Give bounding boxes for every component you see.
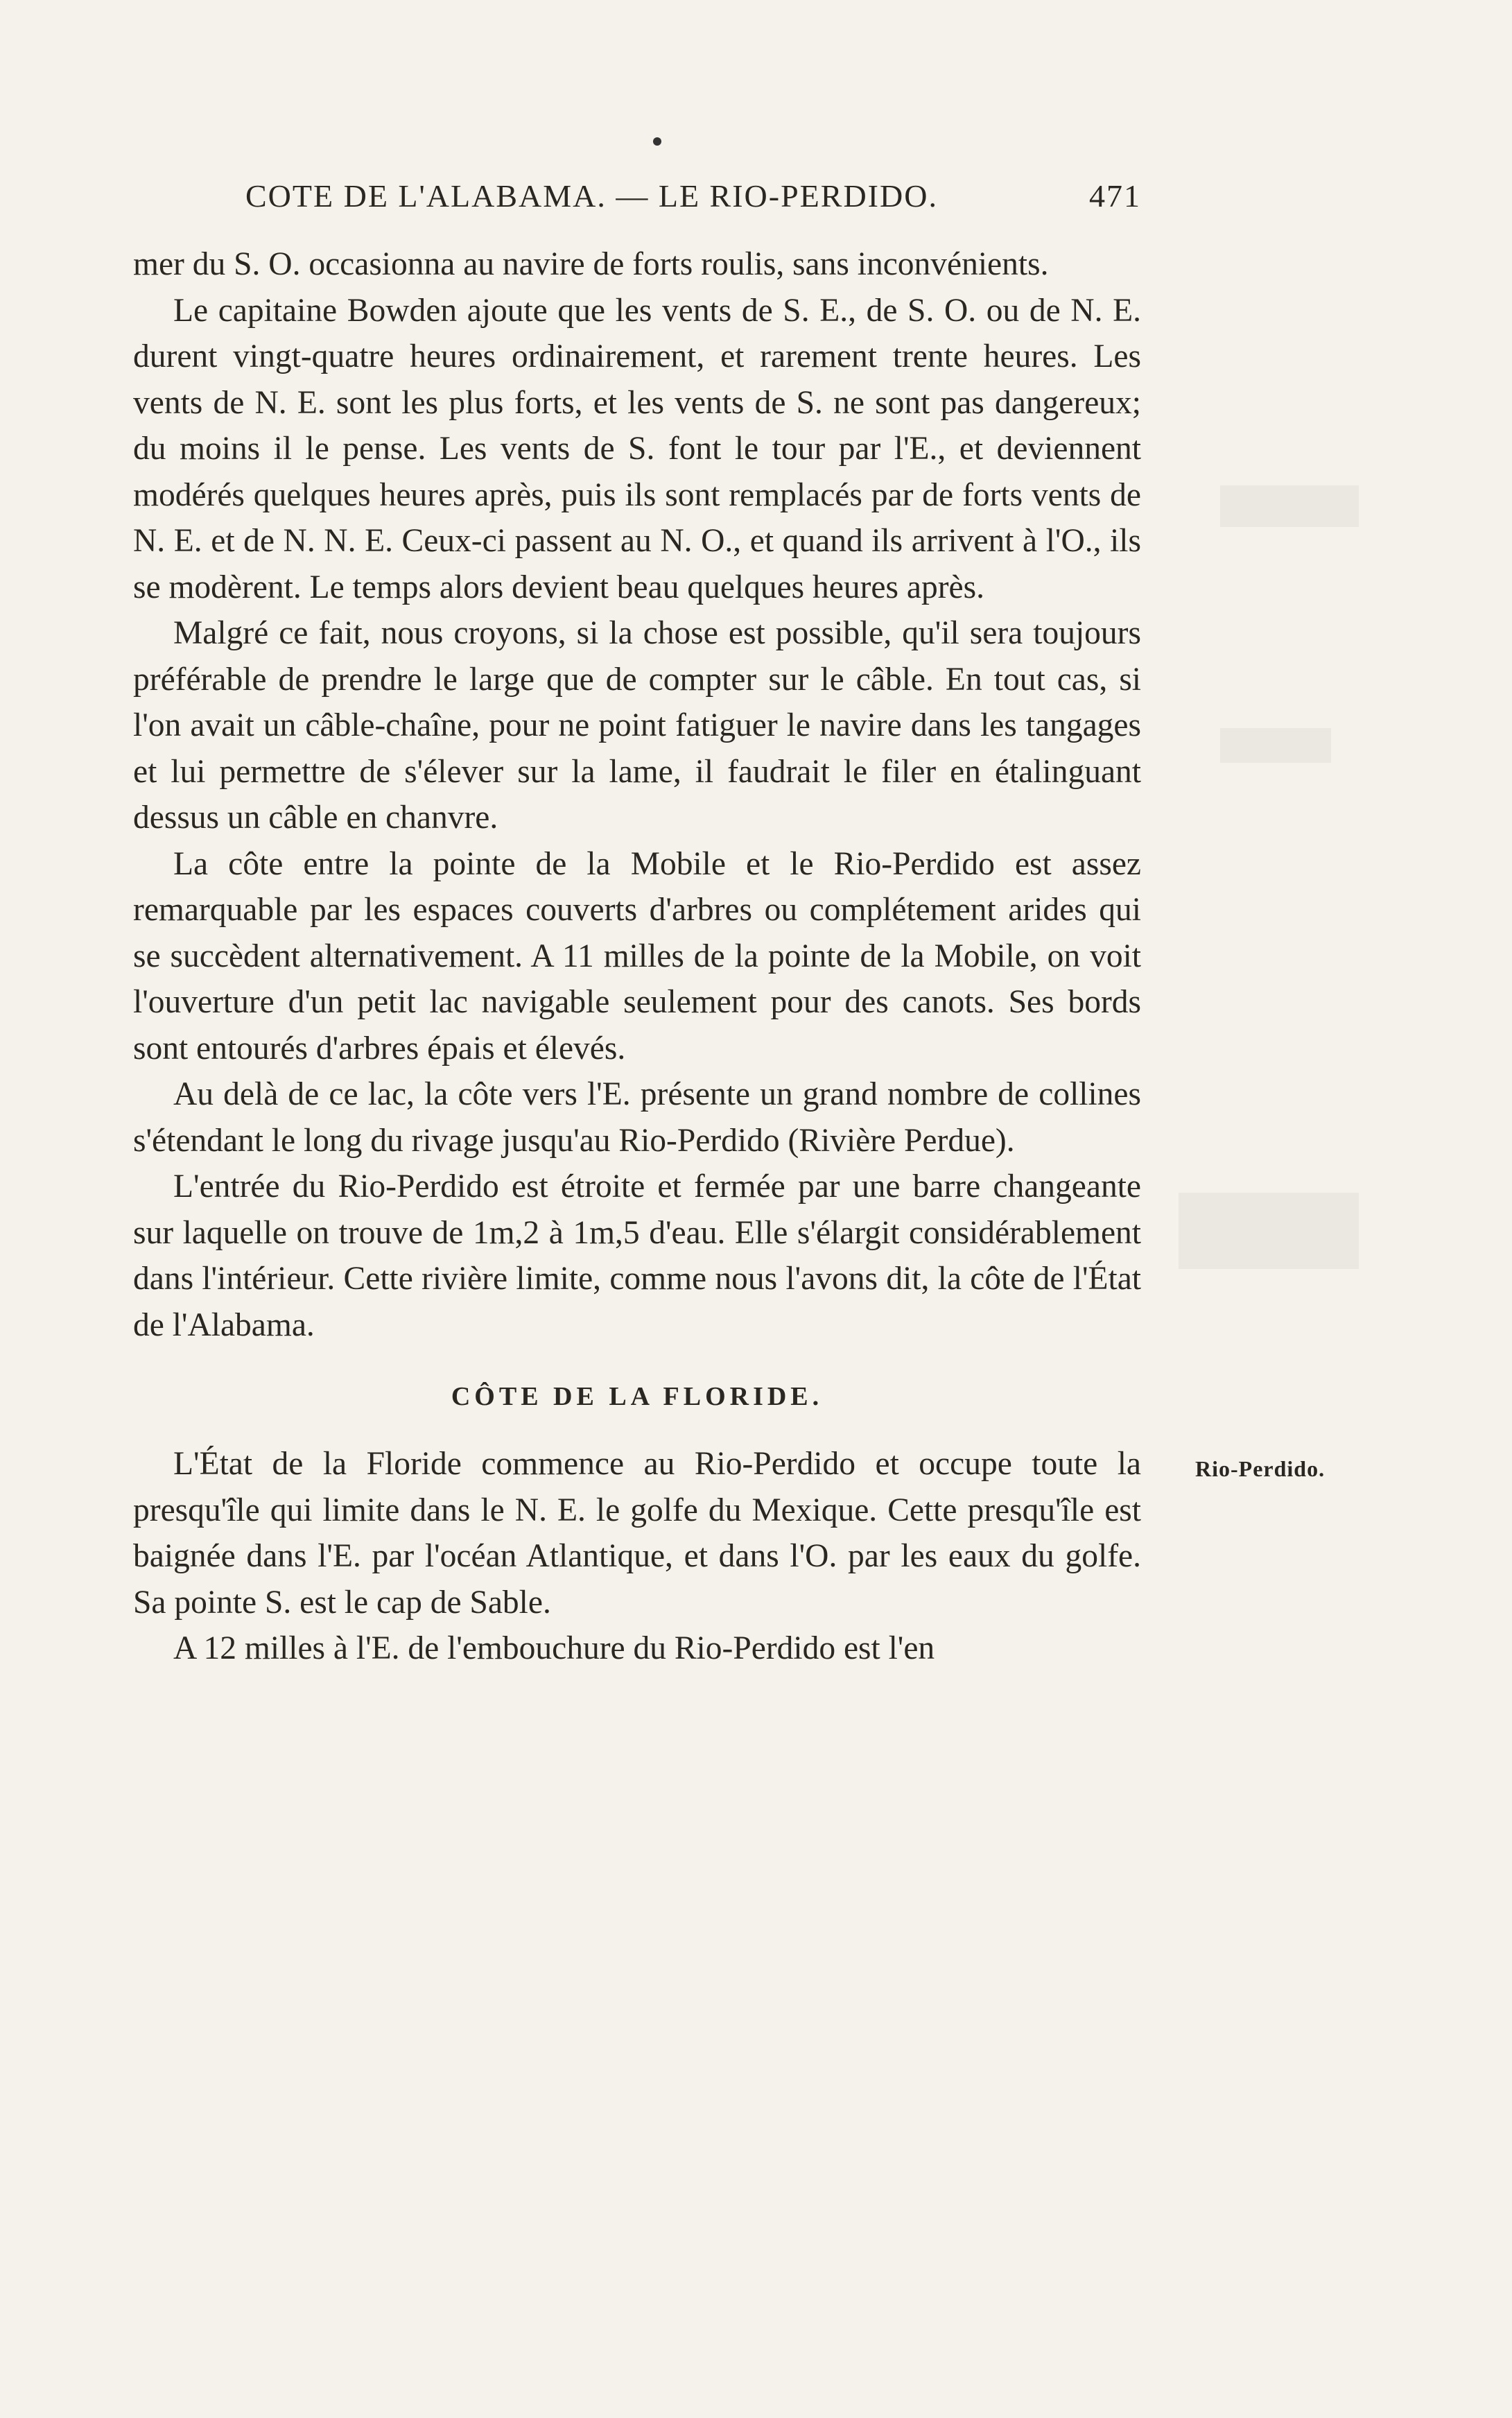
paragraph: La côte entre la pointe de la Mobile et le Rio-Perdido est assez remarquable par les espaces couverts d'arbres ou complétement arides qui se succèdent alternativement. A 11 milles de la pointe de la Mobile, on voit l'ouverture d'un petit lac navigable seulement pour des canots. Ses bords sont entourés d'arbres épais et élevés. xyxy=(133,845,1141,1066)
paragraph: L'entrée du Rio-Perdido est étroite et fermée par une barre changeante sur laquelle on trouve de 1m,2 à 1m,5 d'eau. Elle s'élargit considérablement dans l'intérieur. Cette rivière limite, comme nous l'avons dit, la côte de l'État de l'Alabama. xyxy=(133,1168,1141,1343)
paragraph: Le capitaine Bowden ajoute que les vents de S. E., de S. O. ou de N. E. durent vingt-quatre heures ordinairement, et rarement trente heures. Les vents de N. E. sont les plus forts, et les vents de S. ne sont pas dangereux; du moins il le pense. Les vents de S. font le tour par l'E., et deviennent modérés quelques heures après, puis ils sont remplacés par de forts vents de N. E. et de N. N. E. Ceux-ci passent au N. O., et quand ils arrivent à l'O., ils se modèrent. Le temps alors devient beau quelques heures après. xyxy=(133,292,1141,605)
paragraph: L'État de la Floride commence au Rio-Perdido et occupe toute la presqu'île qui limite dans le N. E. le golfe du Mexique. Cette presqu'île est baignée dans l'E. par l'océan Atlantique, et dans l'O. par les eaux du golfe. Sa pointe S. est le cap de Sable. xyxy=(133,1446,1141,1621)
show-through-shadow xyxy=(1220,728,1331,763)
section-heading-text: CÔTE DE LA FLORIDE. xyxy=(451,1382,824,1411)
body-text xyxy=(133,241,1141,1672)
show-through-shadow xyxy=(1220,485,1359,527)
margin-note-rio-perdido: Rio-Perdido. xyxy=(1195,1456,1326,1481)
running-head xyxy=(243,173,1141,222)
paragraph: Malgré ce fait, nous croyons, si la chose est possible, qu'il sera toujours préférable de prendre le large que de compter sur le câble. En tout cas, si l'on avait un câble-chaîne, pour ne point fatiguer le navire dans les tangages et lui permettre de s'élever sur la lame, il faudrait le filer en étalinguant dessus un câble en chanvre. xyxy=(133,615,1141,836)
section-heading xyxy=(133,1348,1141,1426)
page-number: 471 xyxy=(1089,178,1141,214)
running-head-title: COTE DE L'ALABAMA. — LE RIO-PERDIDO. xyxy=(245,178,938,214)
paragraph: mer du S. O. occasionna au navire de forts roulis, sans inconvénients. xyxy=(133,246,1049,282)
paragraph: A 12 milles à l'E. de l'embouchure du Rio-Perdido est l'en xyxy=(173,1630,935,1666)
paragraph: Au delà de ce lac, la côte vers l'E. présente un grand nombre de collines s'étendant le long du rivage jusqu'au Rio-Perdido (Rivière Perdue). xyxy=(133,1076,1141,1159)
show-through-shadow xyxy=(1179,1193,1359,1269)
printer-dot-mark xyxy=(653,137,661,146)
